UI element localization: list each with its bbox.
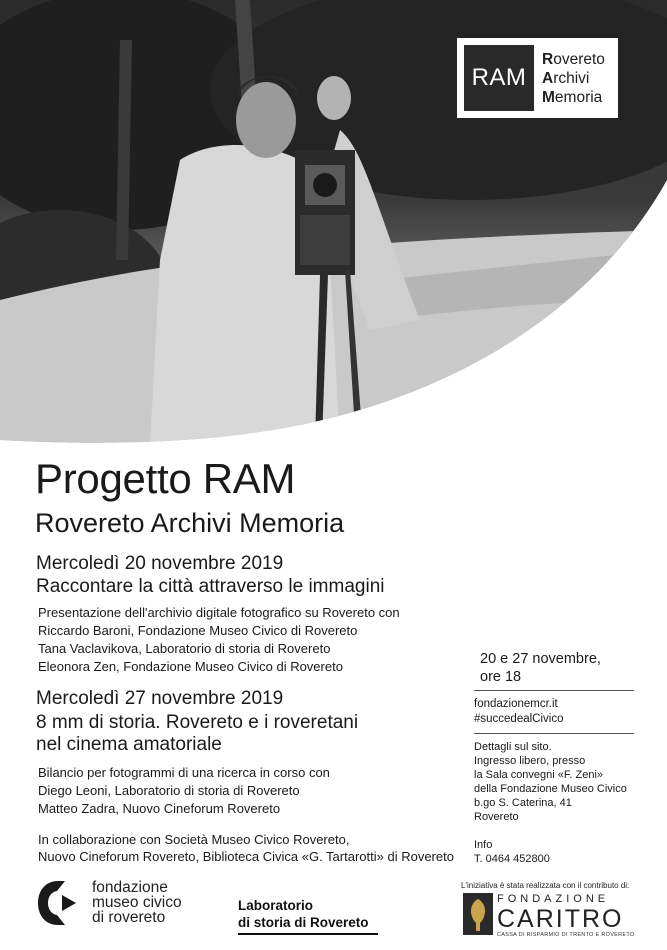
collab-line: In collaborazione con Società Museo Civico Rovereto,	[38, 832, 350, 847]
info-sidebar	[474, 640, 634, 866]
event1-line: Riccardo Baroni, Fondazione Museo Civico di Rovereto	[38, 623, 358, 638]
caritro-name: CARITRO	[497, 905, 624, 933]
sidebar-details: Dettagli sul sito. Ingresso libero, presso la Sala convegni «F. Zeni» della Fondazione Museo Civico b.go S. Caterina, 41 Rovereto Info T. 0464 452800	[474, 733, 634, 866]
info-label: Info	[474, 839, 493, 851]
event2-line: Bilancio per fotogrammi di una ricerca in corso con	[38, 765, 330, 780]
sidebar-web	[474, 690, 634, 733]
ram-logo-box: RAM	[464, 45, 534, 111]
page-title: Progetto RAM	[35, 455, 296, 502]
caritro-sub: CASSA DI RISPARMIO DI TRENTO E ROVERETO	[497, 932, 635, 938]
event1-line: Eleonora Zen, Fondazione Museo Civico di Rovereto	[38, 659, 343, 674]
hashtag: #succedealCivico	[474, 713, 564, 725]
ram-logo-text: Rovereto Archivi Memoria	[542, 50, 605, 106]
page-subtitle: Rovereto Archivi Memoria	[35, 508, 345, 538]
event1-topic: Raccontare la città attraverso le immagini	[36, 576, 385, 597]
sidebar-dates: 20 e 27 novembre, ore 18	[480, 651, 601, 685]
website-link[interactable]: fondazionemcr.it	[474, 698, 558, 710]
lab-logo: Laboratorio di storia di Rovereto	[238, 897, 378, 935]
event1-line: Presentazione dell'archivio digitale fotografico su Rovereto con	[38, 605, 400, 620]
collab-line: Nuovo Cineforum Rovereto, Biblioteca Civica «G. Tartarotti» di Rovereto	[38, 849, 454, 864]
event2-line: Diego Leoni, Laboratorio di storia di Rovereto	[38, 783, 300, 798]
caritro-note: L'iniziativa è stata realizzata con il contributo di:	[461, 881, 630, 890]
event2-topic: nel cinema amatoriale	[36, 734, 222, 755]
phone-number: T. 0464 452800	[474, 853, 550, 865]
fmc-text: fondazione museo civico di rovereto	[92, 879, 182, 926]
event1-line: Tana Vaclavikova, Laboratorio di storia di Rovereto	[38, 641, 331, 656]
fmc-c-icon	[38, 881, 78, 925]
event1-date: Mercoledì 20 novembre 2019	[36, 553, 284, 574]
event2-topic: 8 mm di storia. Rovereto e i roveretani	[36, 712, 359, 733]
caritro-top: FONDAZIONE	[497, 893, 610, 905]
fmc-logo	[38, 880, 182, 925]
caritro-emblem-icon	[463, 893, 493, 935]
event2-line: Matteo Zadra, Nuovo Cineforum Rovereto	[38, 801, 281, 816]
ram-logo	[457, 38, 618, 118]
event2-date: Mercoledì 27 novembre 2019	[36, 688, 284, 709]
